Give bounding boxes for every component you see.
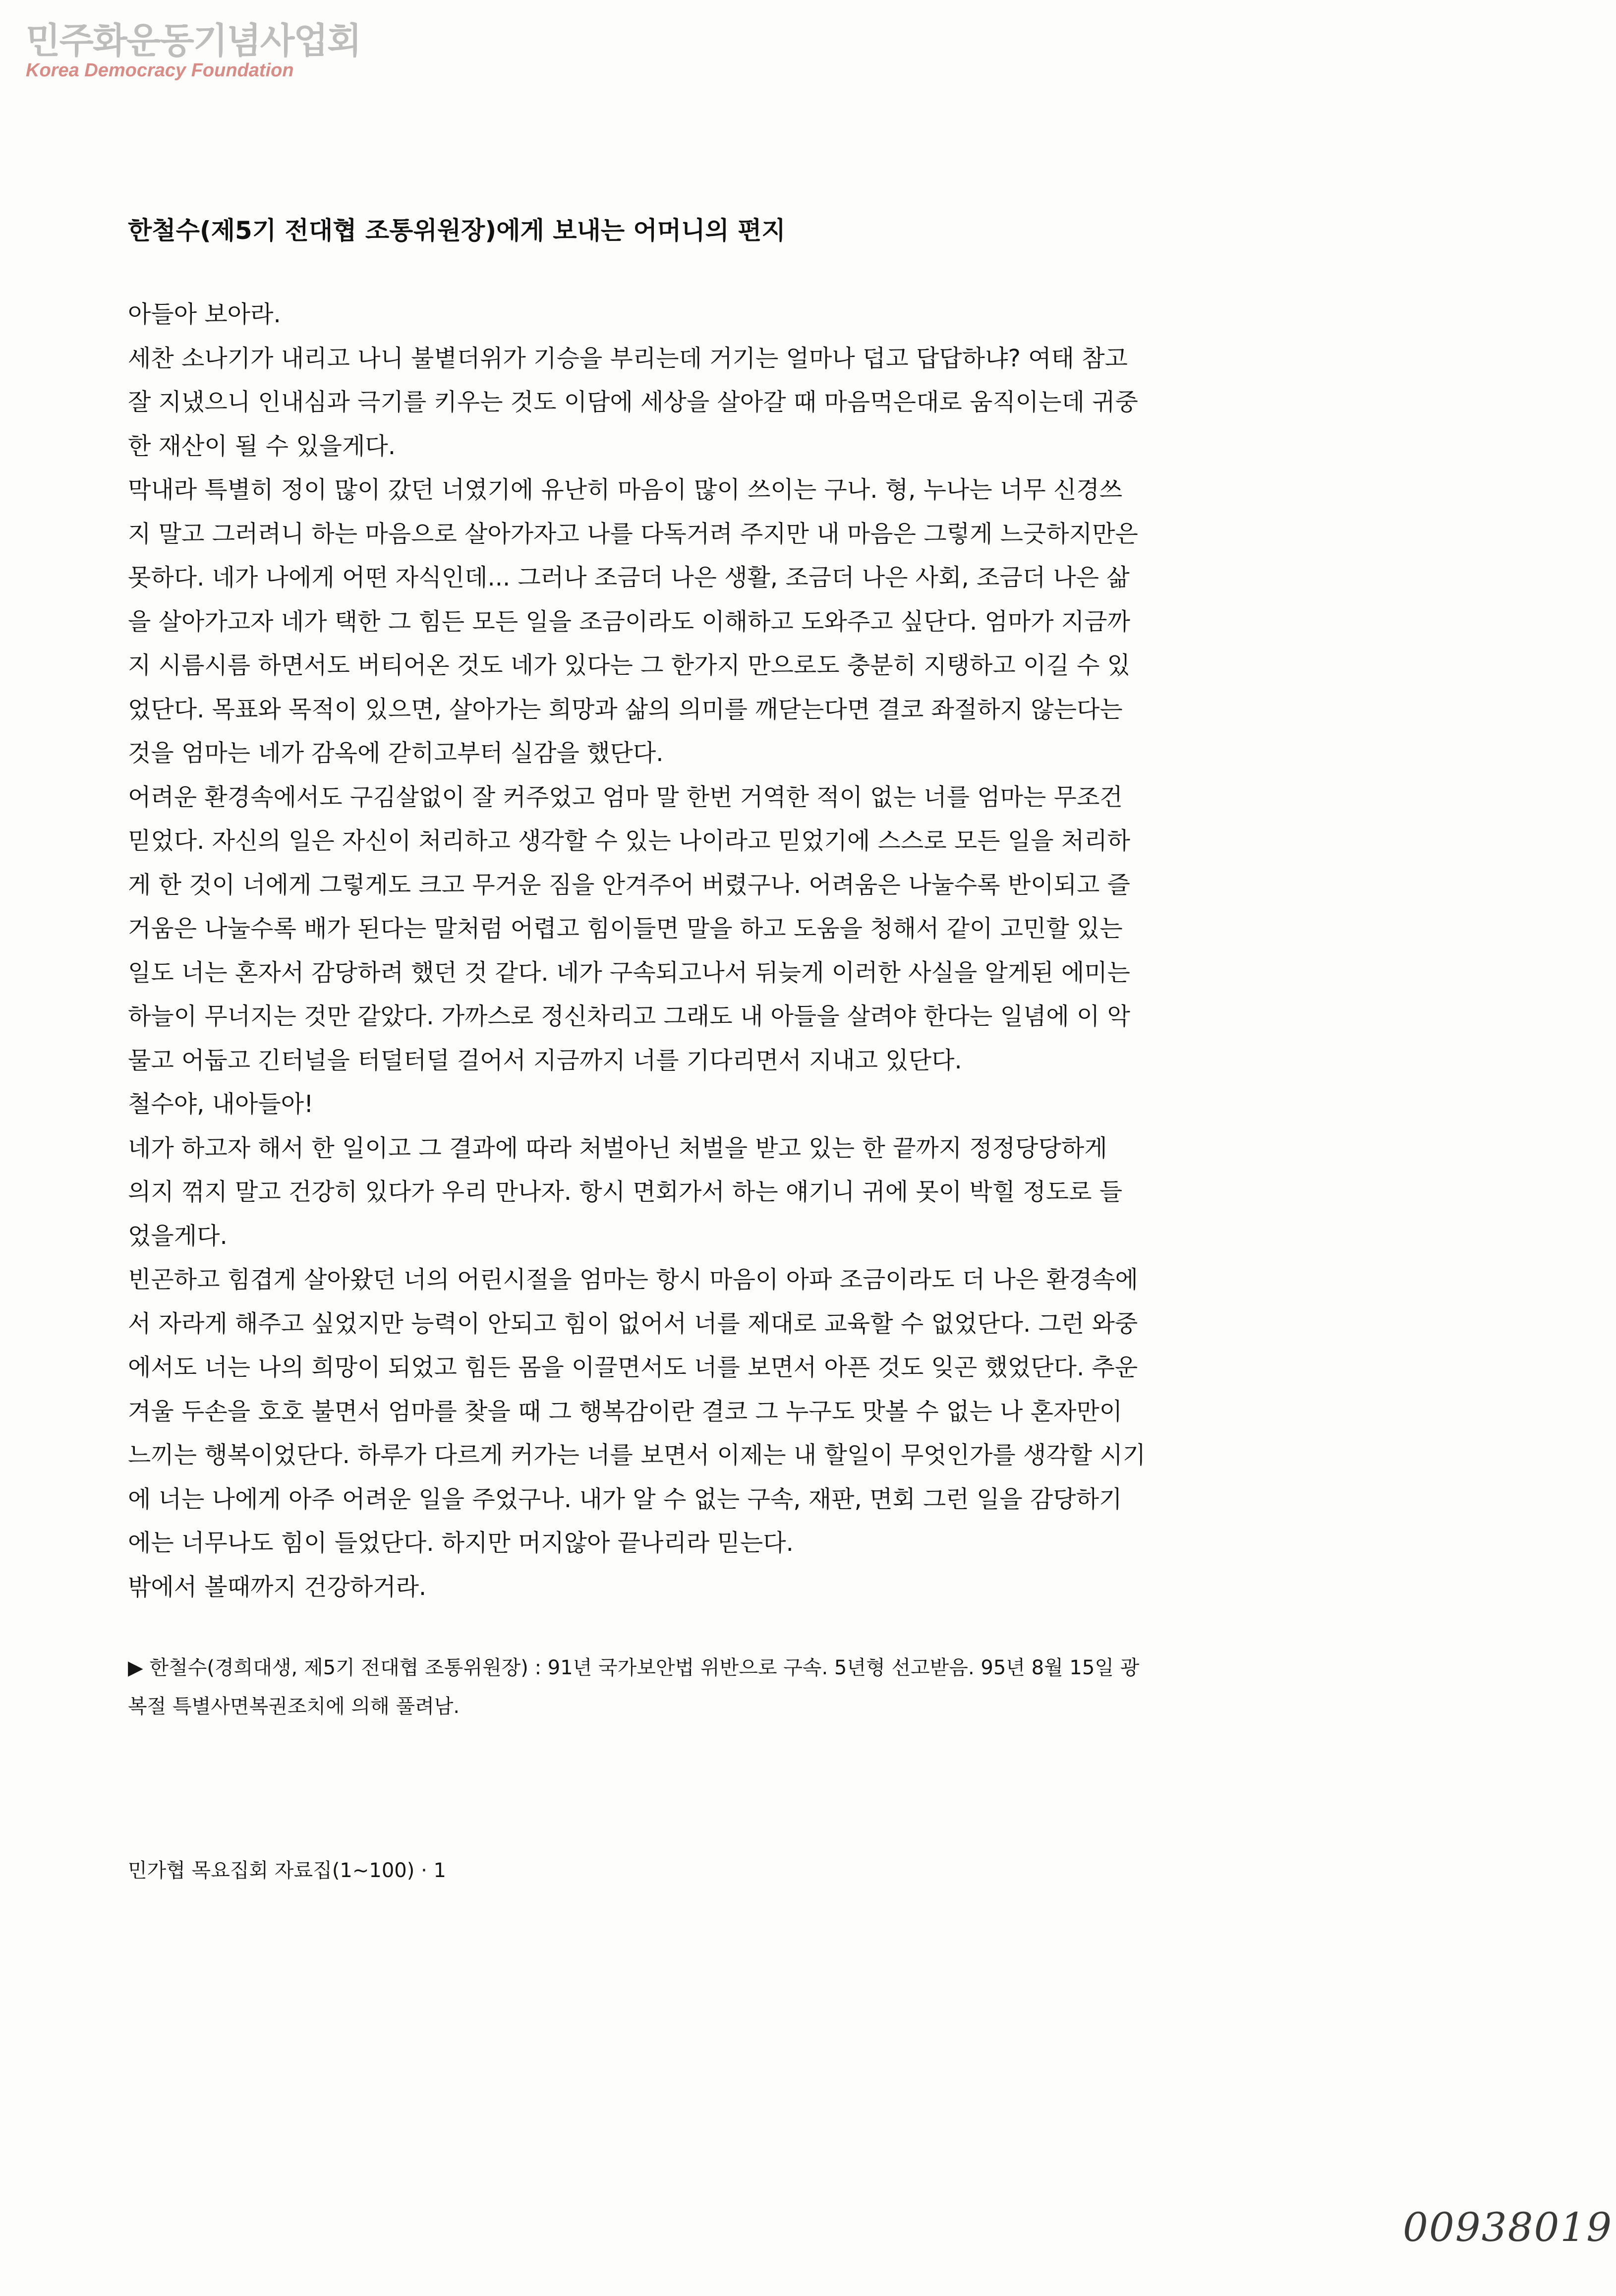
- letter-line: 잘 지냈으니 인내심과 극기를 키우는 것도 이담에 세상을 살아갈 때 마음먹은대로 움직이는데 귀중: [128, 388, 1138, 416]
- letter-line: 겨울 두손을 호호 불면서 엄마를 찾을 때 그 행복감이란 결코 그 누구도 맛볼 수 없는 나 혼자만이: [128, 1397, 1123, 1425]
- letter-line: 느끼는 행복이었단다. 하루가 다르게 커가는 너를 보면서 이제는 내 할일이 무엇인가를 생각할 시기: [128, 1441, 1146, 1469]
- letter-line: 서 자라게 해주고 싶었지만 능력이 안되고 힘이 없어서 너를 제대로 교육할 수 없었단다. 그런 와중: [128, 1309, 1138, 1338]
- letter-line: 세찬 소나기가 내리고 나니 불볕더위가 기승을 부리는데 거기는 얼마나 덥고 답답하냐? 여태 참고: [128, 344, 1128, 372]
- letter-line: 에는 너무나도 힘이 들었단다. 하지만 머지않아 끝나리라 믿는다.: [128, 1529, 794, 1557]
- archive-number: 00938019: [1403, 2204, 1613, 2250]
- letter-line: 것을 엄마는 네가 감옥에 갇히고부터 실감을 했단다.: [128, 739, 664, 767]
- letter-line: 물고 어둡고 긴터널을 터덜터덜 걸어서 지금까지 너를 기다리면서 지내고 있단다.: [128, 1046, 962, 1074]
- biographical-note: [128, 1648, 1278, 1726]
- letter-line: 못하다. 네가 나에게 어떤 자식인데... 그러나 조금더 나은 생활, 조금더 나은 사회, 조금더 나은 삶: [128, 564, 1130, 591]
- letter-line: 일도 너는 혼자서 감당하려 했던 것 같다. 네가 구속되고나서 뒤늦게 이러한 사실을 알게된 에미는: [128, 958, 1130, 987]
- letter-line: 아들아 보아라.: [128, 300, 281, 328]
- letter-line: 믿었다. 자신의 일은 자신이 처리하고 생각할 수 있는 나이라고 믿었기에 스스로 모든 일을 처리하: [128, 827, 1130, 855]
- letter-title: 한철수(제5기 전대협 조통위원장)에게 보내는 어머니의 편지: [128, 216, 786, 245]
- letter-line: 지 시름시름 하면서도 버티어온 것도 네가 있다는 그 한가지 만으로도 충분히 지탱하고 이길 수 있: [128, 651, 1130, 679]
- letter-line: 게 한 것이 너에게 그렇게도 크고 무거운 짐을 안겨주어 버렸구나. 어려움은 나눌수록 반이되고 즐: [128, 871, 1130, 899]
- note-line: 복절 특별사면복권조치에 의해 풀려남.: [128, 1695, 460, 1718]
- watermark-korean: 민주화운동기념사업회: [26, 20, 361, 61]
- letter-line: 네가 하고자 해서 한 일이고 그 결과에 따라 처벌아닌 처벌을 받고 있는 한 끝까지 정정당당하게: [128, 1134, 1107, 1162]
- letter-line: 빈곤하고 힘겹게 살아왔던 너의 어린시절을 엄마는 항시 마음이 아파 조금이라도 더 나은 환경속에: [128, 1266, 1138, 1294]
- letter-line: 하늘이 무너지는 것만 같았다. 가까스로 정신차리고 그래도 내 아들을 살려야 한다는 일념에 이 악: [128, 1002, 1130, 1030]
- letter-line: 어려운 환경속에서도 구김살없이 잘 커주었고 엄마 말 한번 거역한 적이 없는 너를 엄마는 무조건: [128, 783, 1123, 811]
- letter-line: 거움은 나눌수록 배가 된다는 말처럼 어렵고 힘이들면 말을 하고 도움을 청해서 같이 고민할 있는: [128, 915, 1123, 942]
- letter-line: 에 너는 나에게 아주 어려운 일을 주었구나. 내가 알 수 없는 구속, 재판, 면회 그런 일을 감당하기: [128, 1485, 1122, 1513]
- letter-line: 한 재산이 될 수 있을게다.: [128, 432, 396, 460]
- letter-line: 을 살아가고자 네가 택한 그 힘든 모든 일을 조금이라도 이해하고 도와주고 싶단다. 엄마가 지금까: [128, 607, 1130, 636]
- foundation-watermark: [26, 20, 361, 81]
- note-line: ▶ 한철수(경희대생, 제5기 전대협 조통위원장) : 91년 국가보안법 위반으로 구속. 5년형 선고받음. 95년 8월 15일 광: [128, 1656, 1140, 1679]
- letter-line: 철수야, 내아들아!: [128, 1090, 314, 1118]
- page-footer: 민가협 목요집회 자료집(1~100) · 1: [128, 1859, 446, 1882]
- letter-line: 지 말고 그러려니 하는 마음으로 살아가자고 나를 다독거려 주지만 내 마음은 그렇게 느긋하지만은: [128, 520, 1138, 548]
- letter-line: 막내라 특별히 정이 많이 갔던 너였기에 유난히 마음이 많이 쓰이는 구나. 형, 누나는 너무 신경쓰: [128, 476, 1123, 504]
- letter-line: 밖에서 볼때까지 건강하거라.: [128, 1573, 427, 1601]
- letter-line: 었을게다.: [128, 1222, 228, 1250]
- letter-line: 에서도 너는 나의 희망이 되었고 힘든 몸을 이끌면서도 너를 보면서 아픈 것도 잊곤 했었단다. 추운: [128, 1354, 1138, 1381]
- letter-line: 의지 꺾지 말고 건강히 있다가 우리 만나자. 항시 면회가서 하는 얘기니 귀에 못이 박힐 정도로 들: [128, 1178, 1123, 1206]
- watermark-english: Korea Democracy Foundation: [26, 60, 294, 81]
- letter-line: 었단다. 목표와 목적이 있으면, 살아가는 희망과 삶의 의미를 깨닫는다면 결코 좌절하지 않는다는: [128, 695, 1123, 723]
- letter-body: [128, 293, 1278, 1609]
